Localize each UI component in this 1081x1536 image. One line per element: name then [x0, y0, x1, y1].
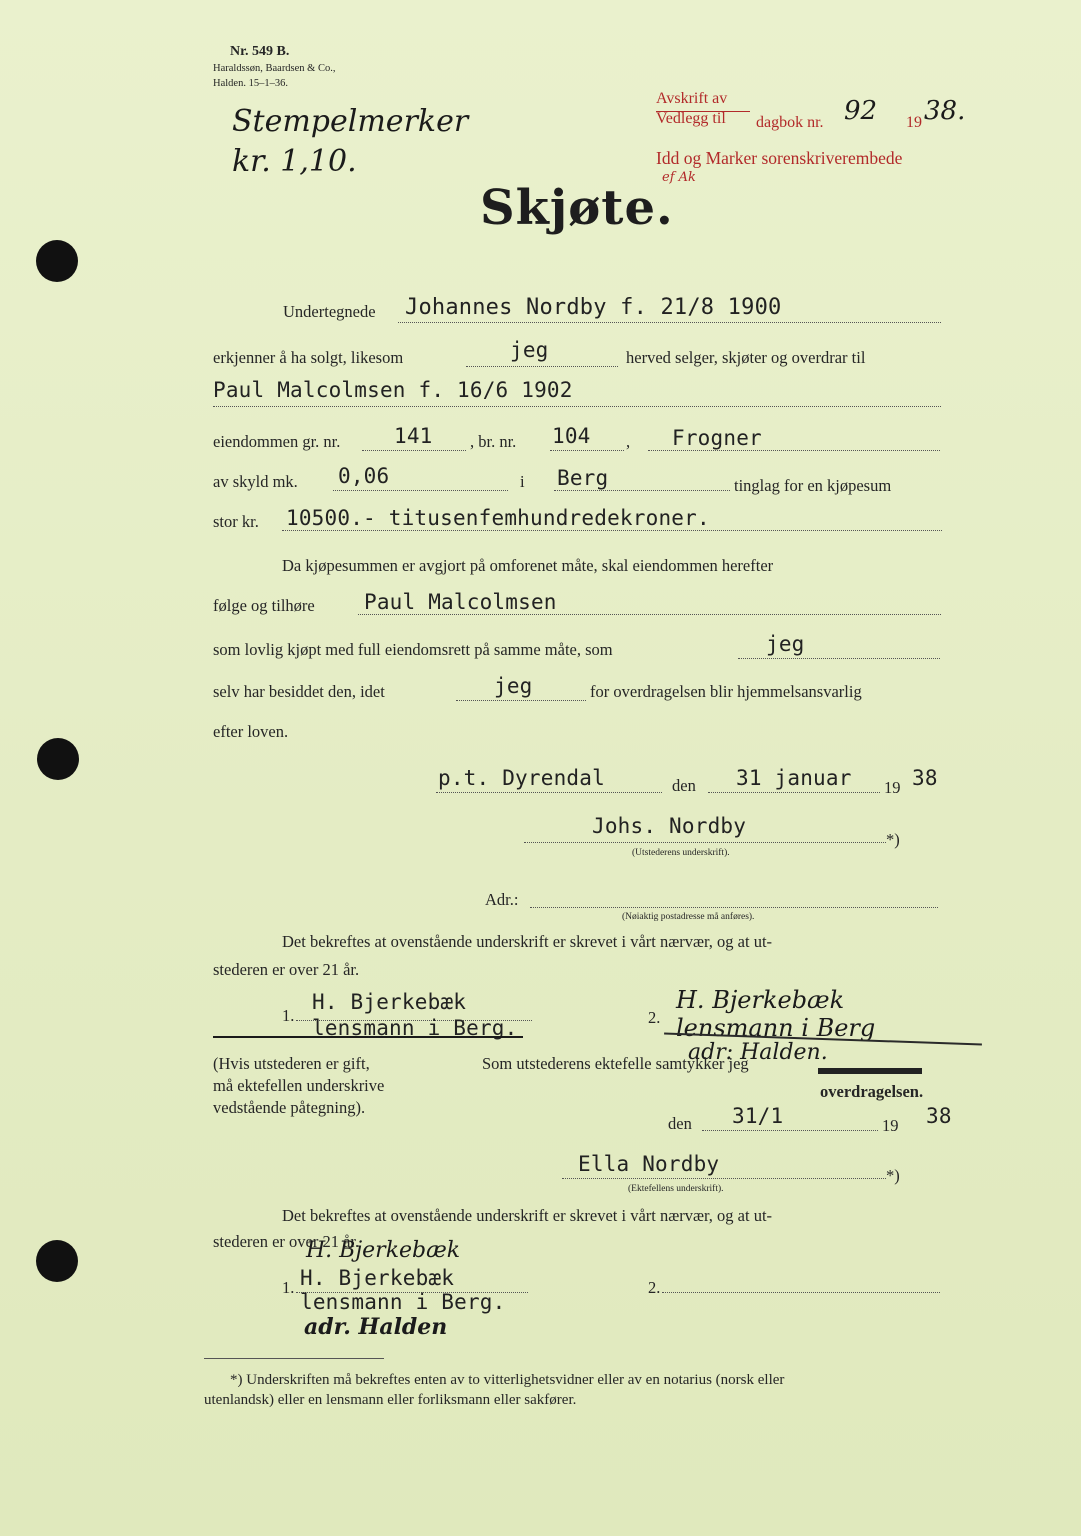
- witness1-name: H. Bjerkebæk: [312, 990, 467, 1014]
- i-label: i: [520, 472, 525, 491]
- stamp-avskrift: Avskrift av: [656, 90, 728, 107]
- tinglag-label: tinglag for en kjøpesum: [734, 476, 892, 495]
- br-nr-comma: ,: [626, 432, 631, 451]
- lovlig-label: som lovlig kjøpt med full eiendomsrett på samme måte, som: [213, 640, 613, 659]
- spouse-consent: Som utstederens ektefelle samtykker jeg: [482, 1054, 749, 1073]
- place: p.t. Dyrendal: [438, 766, 605, 790]
- gr-nr-dotted-line: [362, 450, 466, 451]
- witness2-signature: H. Bjerkebæk: [676, 986, 845, 1014]
- address-caption: (Nøiaktig postadresse må anføres).: [622, 912, 755, 922]
- witness1-text-a: Det bekreftes at ovenstående underskrift er skrevet i vårt nærvær, og at ut-: [282, 932, 773, 951]
- printer-line-1: Haraldssøn, Baardsen & Co.,: [213, 63, 336, 74]
- spouse-note-1: (Hvis utstederen er gift,: [213, 1054, 370, 1073]
- place-dotted-line: [436, 792, 662, 793]
- herved-label: herved selger, skjøter og overdrar til: [626, 348, 866, 367]
- tinglag-dotted-line: [554, 490, 730, 491]
- witness1-number-1: 1.: [282, 1006, 295, 1025]
- skyld-value: 0,06: [338, 464, 390, 488]
- spouse-note-3: vedstående påtegning).: [213, 1098, 366, 1117]
- witness2-text-a: Det bekreftes at ovenstående underskrift er skrevet i vårt nærvær, og at ut-: [282, 1206, 773, 1225]
- buyer-dotted-line: [213, 406, 941, 407]
- spouse-consent-end: overdragelsen.: [820, 1082, 924, 1101]
- spouse-year-prefix: 19: [882, 1116, 899, 1135]
- br-nr-value: 104: [552, 424, 591, 448]
- buyer-name: Paul Malcolmsen: [364, 590, 557, 614]
- spouse-date: 31/1: [732, 1104, 784, 1128]
- footnote-line-2: utenlandsk) eller en lensmann eller forliksmann eller sakfører.: [204, 1392, 577, 1408]
- witness1-text-b: stederen er over 21 år.: [213, 960, 360, 979]
- br-nr-dotted-line: [550, 450, 624, 451]
- pronoun2-dotted-line: [738, 658, 940, 659]
- pronoun2: jeg: [766, 632, 805, 656]
- price-dotted-line: [282, 530, 942, 531]
- stamp-initials: ef Ak: [662, 170, 696, 185]
- printer-line-2: Halden. 15–1–36.: [213, 78, 288, 89]
- stamp-duty-line-2: kr. 1,10.: [232, 144, 357, 179]
- witness3-number-1: 1.: [282, 1278, 295, 1297]
- address-dotted-line: [530, 907, 938, 908]
- spouse-note-2: må ektefellen underskrive: [213, 1076, 385, 1095]
- date-year: 38: [912, 766, 938, 790]
- gr-nr-value: 141: [394, 424, 433, 448]
- price-value: 10500.- titusenfemhundredekroner.: [286, 506, 710, 530]
- witness3-number-2: 2.: [648, 1278, 661, 1297]
- signature-dotted-line: [524, 842, 886, 843]
- binder-hole-middle: [37, 738, 79, 780]
- efter-loven-label: efter loven.: [213, 722, 289, 741]
- tinglag-value: Berg: [557, 466, 609, 490]
- binder-hole-top: [36, 240, 78, 282]
- stamp-underline-1: [656, 111, 750, 112]
- document-title: Skjøte.: [480, 180, 674, 236]
- spouse-signature: Ella Nordby: [578, 1152, 720, 1176]
- pronoun3-dotted-line: [456, 700, 586, 701]
- form-number: Nr. 549 B.: [230, 44, 290, 59]
- erkjenner-label: erkjenner å ha solgt, likesom: [213, 348, 404, 367]
- skyld-dotted-line: [333, 490, 508, 491]
- witness1-title: lensmann i Berg.: [312, 1016, 518, 1040]
- spouse-signature-line: [562, 1178, 886, 1179]
- buyer-line: Paul Malcolmsen f. 16/6 1902: [213, 378, 573, 402]
- witness2-address: adr: Halden.: [688, 1040, 828, 1065]
- witness1-title-strike: [213, 1036, 523, 1038]
- spouse-consent-strike: [818, 1068, 922, 1074]
- br-nr-label: , br. nr.: [470, 432, 517, 451]
- stamp-dagbok-number: 92: [844, 96, 878, 126]
- stamp-vedlegg: Vedlegg til: [656, 110, 726, 127]
- pronoun1-dotted-line: [466, 366, 618, 367]
- buyer-name-dotted-line: [358, 614, 941, 615]
- binder-hole-bottom: [36, 1240, 78, 1282]
- footnote-line-1: *) Underskriften må bekreftes enten av to vitterlighetsvidner eller av en notarius (norsk eller: [230, 1372, 785, 1388]
- seller-dotted-line: [398, 322, 941, 323]
- spouse-asterisk: *): [886, 1166, 900, 1185]
- seller-name: Johannes Nordby f. 21/8 1900: [405, 295, 782, 320]
- folge-label: følge og tilhøre: [213, 596, 315, 615]
- stor-kr-label: stor kr.: [213, 512, 259, 531]
- stamp-year-suffix: 38.: [924, 96, 966, 126]
- selv-label: selv har besiddet den, idet: [213, 682, 385, 701]
- spouse-date-dotted-line: [702, 1130, 878, 1131]
- for-label: for overdragelsen blir hjemmelsansvarlig: [590, 682, 862, 701]
- date: 31 januar: [736, 766, 852, 790]
- footnote-rule: [204, 1358, 384, 1359]
- date-den-label: den: [672, 776, 696, 795]
- witness2-title: lensmann i Berg: [676, 1014, 876, 1042]
- signature-caption: (Utstederens underskrift).: [632, 848, 730, 858]
- paragraph-kjopesum: Da kjøpesummen er avgjort på omforenet måte, skal eiendommen herefter: [282, 556, 774, 575]
- witness3-handwritten-signature: H. Bjerkebæk: [306, 1238, 461, 1263]
- witness3-line-2: [662, 1292, 940, 1293]
- spouse-year: 38: [926, 1104, 952, 1128]
- signature-asterisk: *): [886, 830, 900, 849]
- spouse-caption: (Ektefellens underskrift).: [628, 1184, 724, 1194]
- stamp-dagbok-label: dagbok nr.: [756, 114, 824, 131]
- address-label: Adr.:: [485, 890, 519, 909]
- undertegnede-label: Undertegnede: [283, 302, 376, 321]
- pronoun1: jeg: [510, 338, 549, 362]
- witness3-name: H. Bjerkebæk: [300, 1266, 455, 1290]
- stamp-duty-line-1: Stempelmerker: [232, 104, 469, 139]
- date-year-prefix: 19: [884, 778, 901, 797]
- spouse-den-label: den: [668, 1114, 692, 1133]
- eiendommen-label: eiendommen gr. nr.: [213, 432, 341, 451]
- skyld-label: av skyld mk.: [213, 472, 298, 491]
- property-name: Frogner: [672, 426, 762, 450]
- seller-signature: Johs. Nordby: [592, 814, 747, 838]
- stamp-year-prefix: 19: [906, 114, 922, 131]
- witness1-number-2: 2.: [648, 1008, 661, 1027]
- property-name-dotted-line: [648, 450, 940, 451]
- date-dotted-line: [708, 792, 880, 793]
- pronoun3: jeg: [494, 674, 533, 698]
- witness3-address: adr. Halden: [304, 1314, 448, 1340]
- witness2-text-b: stederen er over 21 år.: [213, 1232, 360, 1251]
- witness3-title: lensmann i Berg.: [300, 1290, 506, 1314]
- stamp-office: Idd og Marker sorenskriverembede: [656, 148, 903, 168]
